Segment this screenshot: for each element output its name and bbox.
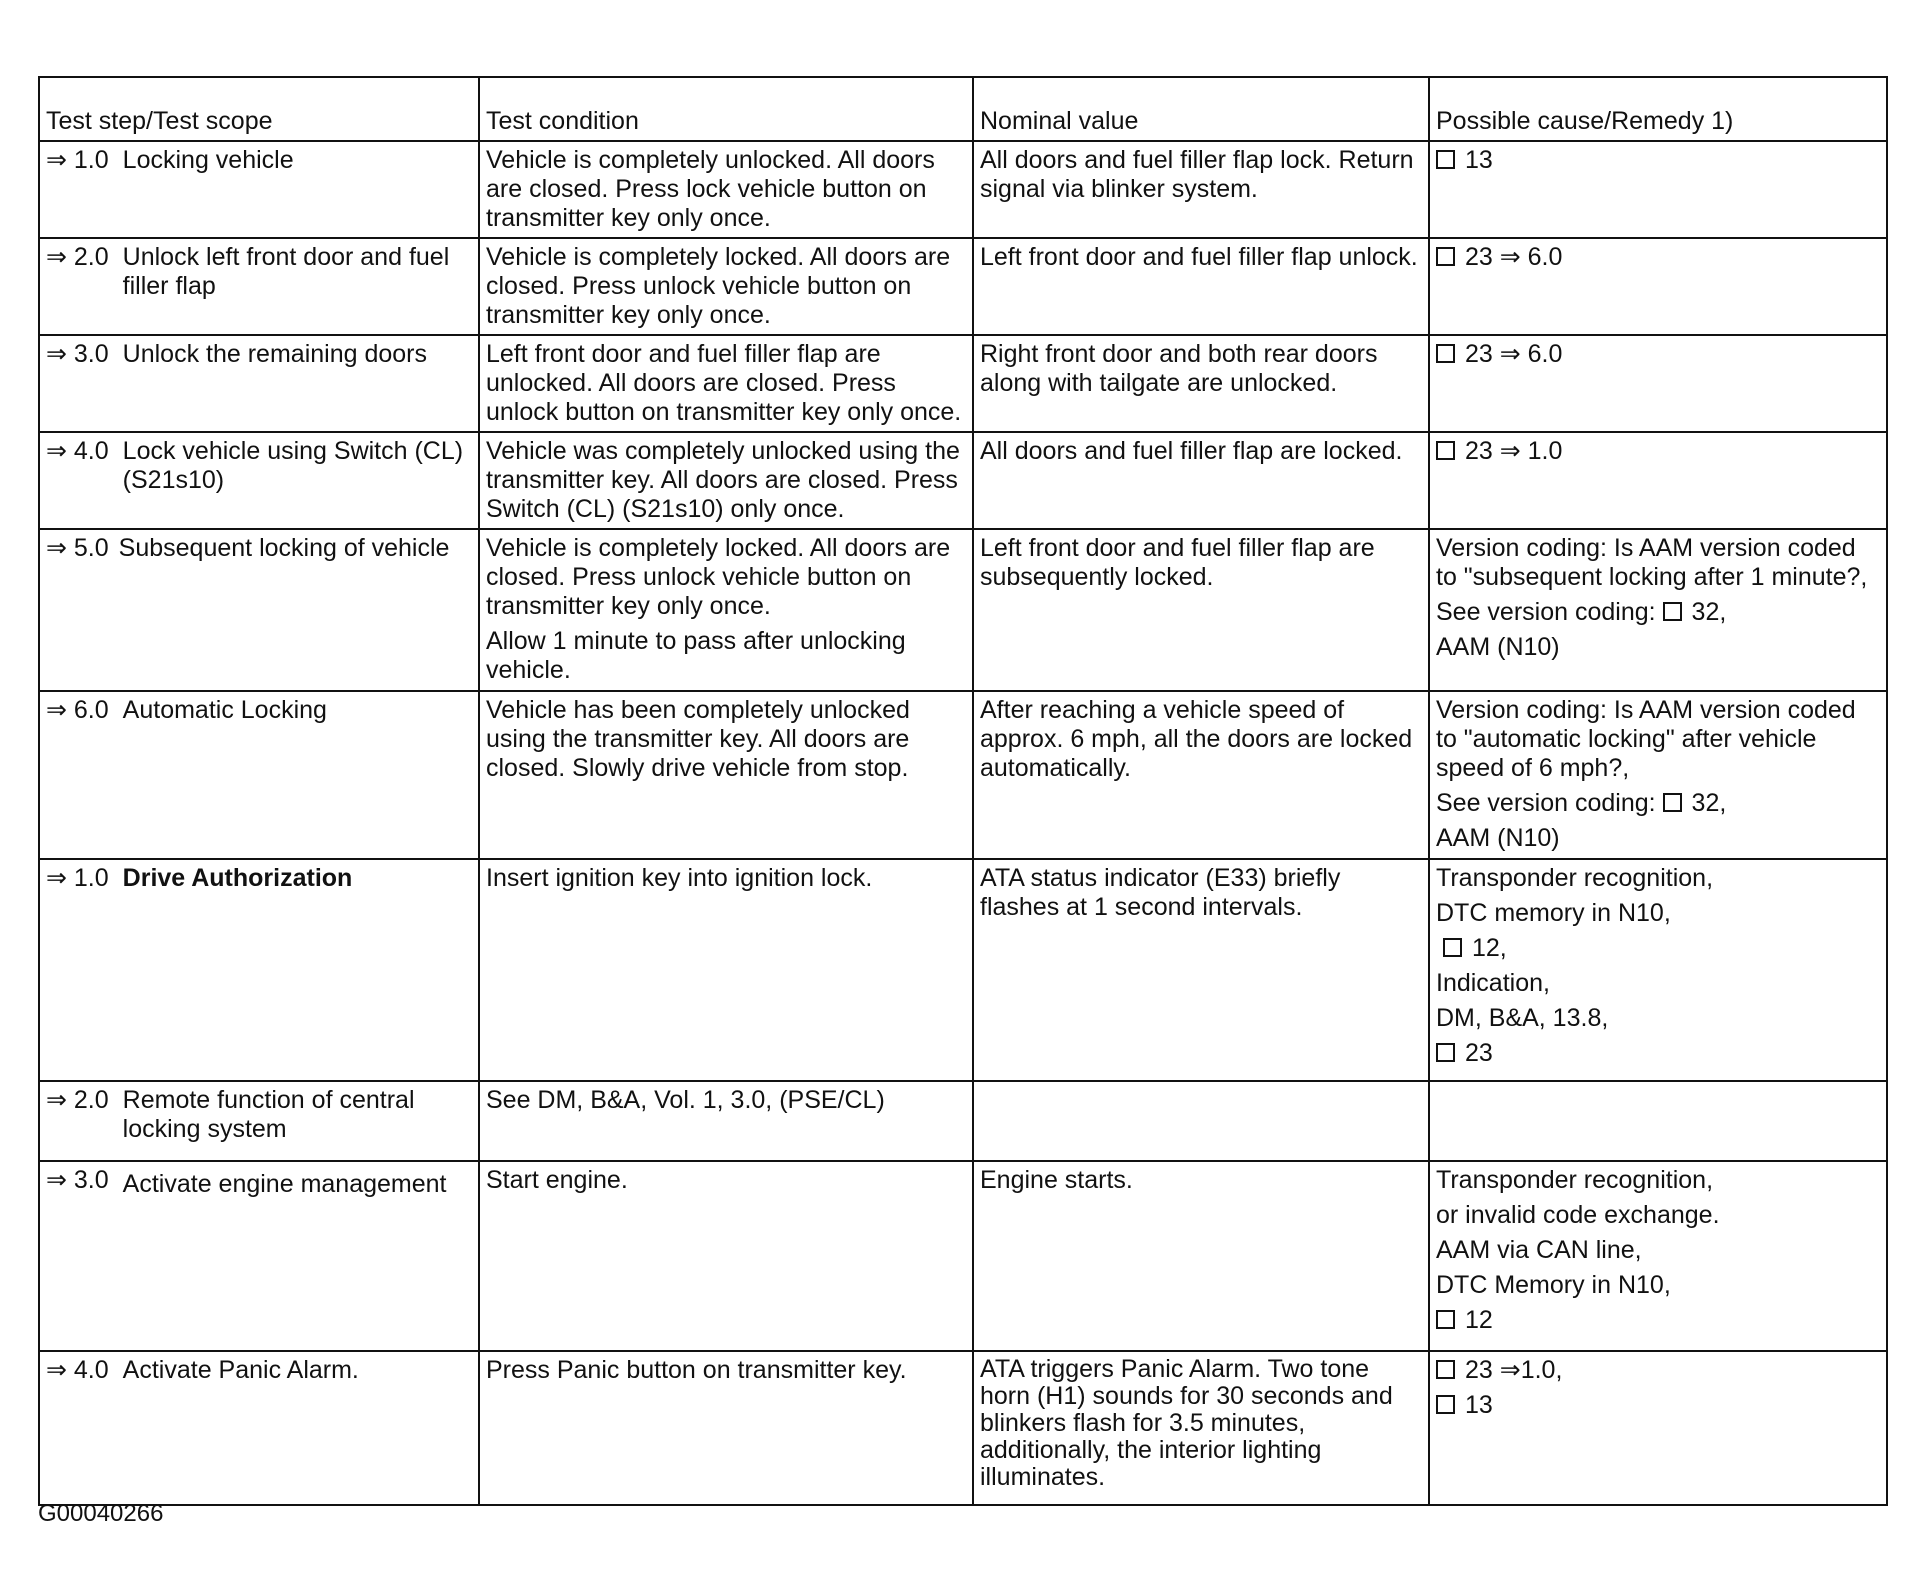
remedy-cell: 23 ⇒ 6.0 xyxy=(1429,335,1887,432)
table-row xyxy=(39,859,1887,1081)
step-number: ⇒ 1.0 xyxy=(46,146,109,174)
arrow-icon: ⇒ xyxy=(46,340,67,368)
table-row xyxy=(39,1161,1887,1351)
nominal-cell xyxy=(973,1081,1429,1161)
checkbox-square-icon xyxy=(1436,150,1455,169)
checkbox-square-icon xyxy=(1436,344,1455,363)
step-cell xyxy=(39,141,479,238)
step-scope: Drive Authorization xyxy=(122,864,353,892)
arrow-icon: ⇒ xyxy=(46,534,67,562)
remedy-cell: 13 xyxy=(1429,141,1887,238)
remedy-cell: Version coding: Is AAM version coded to "subsequent locking after 1 minute?, See version coding: 32, AAM (N10) xyxy=(1429,529,1887,691)
arrow-icon: ⇒ xyxy=(46,696,67,724)
step-scope: Lock vehicle using Switch (CL) (S21s10) xyxy=(122,437,464,494)
remedy-cell xyxy=(1429,1081,1887,1161)
condition-cell: Press Panic button on transmitter key. xyxy=(479,1351,973,1505)
checkbox-square-icon xyxy=(1436,1310,1455,1329)
arrow-icon: ⇒ xyxy=(46,243,67,271)
header-test-condition: Test condition xyxy=(479,77,973,141)
nominal-cell: ATA status indicator (E33) briefly flashes at 1 second intervals. xyxy=(973,859,1429,1081)
step-number: ⇒ 4.0 xyxy=(46,437,109,465)
step-cell xyxy=(39,335,479,432)
step-cell xyxy=(39,1161,479,1351)
checkbox-square-icon xyxy=(1436,441,1455,460)
arrow-icon: ⇒ xyxy=(46,1166,67,1194)
header-nominal-value: Nominal value xyxy=(973,77,1429,141)
table-row xyxy=(39,1351,1887,1505)
nominal-cell: Engine starts. xyxy=(973,1161,1429,1351)
condition-cell: Vehicle was completely unlocked using the transmitter key. All doors are closed. Press Switch (CL) (S21s10) only once. xyxy=(479,432,973,529)
step-number: ⇒ 5.0 xyxy=(46,534,109,562)
step-scope: Activate Panic Alarm. xyxy=(122,1356,359,1384)
nominal-cell: All doors and fuel filler flap are locked. xyxy=(973,432,1429,529)
remedy-cell: 23 ⇒1.0, 13 xyxy=(1429,1351,1887,1505)
nominal-cell: ATA triggers Panic Alarm. Two tone horn (H1) sounds for 30 seconds and blinkers flash for 3.5 minutes, additionally, the interior lighting illuminates. xyxy=(973,1351,1429,1505)
checkbox-square-icon xyxy=(1436,1360,1455,1379)
table-row xyxy=(39,1081,1887,1161)
document xyxy=(38,76,1886,1506)
nominal-cell: Left front door and fuel filler flap are subsequently locked. xyxy=(973,529,1429,691)
condition-cell: Vehicle is completely unlocked. All doors are closed. Press lock vehicle button on transmitter key only once. xyxy=(479,141,973,238)
step-scope: Subsequent locking of vehicle xyxy=(118,534,450,562)
nominal-cell: Left front door and fuel filler flap unlock. xyxy=(973,238,1429,335)
step-number: ⇒ 6.0 xyxy=(46,696,109,724)
remedy-cell: 23 ⇒ 1.0 xyxy=(1429,432,1887,529)
checkbox-square-icon xyxy=(1436,247,1455,266)
arrow-icon: ⇒ xyxy=(46,1086,67,1114)
step-scope: Remote function of central locking system xyxy=(122,1086,415,1143)
condition-cell: Vehicle is completely locked. All doors are closed. Press unlock vehicle button on transmitter key only once. xyxy=(479,238,973,335)
checkbox-square-icon xyxy=(1436,1395,1455,1414)
step-cell xyxy=(39,1351,479,1505)
checkbox-square-icon xyxy=(1663,602,1682,621)
step-number: ⇒ 4.0 xyxy=(46,1356,109,1384)
step-number: ⇒ 2.0 xyxy=(46,243,109,271)
step-scope: Unlock left front door and fuel filler flap xyxy=(122,243,450,300)
table-row xyxy=(39,238,1887,335)
table-row xyxy=(39,335,1887,432)
remedy-cell: 23 ⇒ 6.0 xyxy=(1429,238,1887,335)
step-scope: Unlock the remaining doors xyxy=(122,340,427,368)
arrow-icon: ⇒ xyxy=(46,864,67,892)
table-row xyxy=(39,529,1887,691)
step-number: ⇒ 3.0 xyxy=(46,1166,109,1194)
table-row xyxy=(39,141,1887,238)
header-possible-cause: Possible cause/Remedy 1) xyxy=(1429,77,1887,141)
table-row xyxy=(39,432,1887,529)
step-number: ⇒ 1.0 xyxy=(46,864,109,892)
nominal-cell: After reaching a vehicle speed of approx. 6 mph, all the doors are locked automatically. xyxy=(973,691,1429,859)
step-cell xyxy=(39,432,479,529)
remedy-cell: Transponder recognition, or invalid code exchange. AAM via CAN line, DTC Memory in N10, 12 xyxy=(1429,1161,1887,1351)
nominal-cell: All doors and fuel filler flap lock. Return signal via blinker system. xyxy=(973,141,1429,238)
header-row xyxy=(39,77,1887,141)
condition-cell: Left front door and fuel filler flap are unlocked. All doors are closed. Press unlock button on transmitter key only once. xyxy=(479,335,973,432)
remedy-cell: Version coding: Is AAM version coded to "automatic locking" after vehicle speed of 6 mph?, See version coding: 32, AAM (N10) xyxy=(1429,691,1887,859)
checkbox-square-icon xyxy=(1436,1043,1455,1062)
remedy-cell: Transponder recognition, DTC memory in N10, 12, Indication, DM, B&A, 13.8, 23 xyxy=(1429,859,1887,1081)
condition-cell: Vehicle has been completely unlocked using the transmitter key. All doors are closed. Slowly drive vehicle from stop. xyxy=(479,691,973,859)
condition-cell: Start engine. xyxy=(479,1161,973,1351)
figure-id: G00040266 xyxy=(38,1500,164,1527)
step-cell xyxy=(39,691,479,859)
step-cell xyxy=(39,529,479,691)
checkbox-square-icon xyxy=(1443,938,1462,957)
condition-cell: Insert ignition key into ignition lock. xyxy=(479,859,973,1081)
step-number: ⇒ 2.0 xyxy=(46,1086,109,1114)
checkbox-square-icon xyxy=(1663,793,1682,812)
header-test-step: Test step/Test scope xyxy=(39,77,479,141)
step-scope: Activate engine management xyxy=(122,1170,447,1198)
nominal-cell: Right front door and both rear doors along with tailgate are unlocked. xyxy=(973,335,1429,432)
step-scope: Locking vehicle xyxy=(122,146,294,174)
condition-cell: See DM, B&A, Vol. 1, 3.0, (PSE/CL) xyxy=(479,1081,973,1161)
step-cell xyxy=(39,859,479,1081)
arrow-icon: ⇒ xyxy=(46,437,67,465)
step-scope: Automatic Locking xyxy=(122,696,327,724)
arrow-icon: ⇒ xyxy=(46,146,67,174)
condition-cell: Vehicle is completely locked. All doors are closed. Press unlock vehicle button on transmitter key only once. Allow 1 minute to pass after unlocking vehicle. xyxy=(479,529,973,691)
table-row xyxy=(39,691,1887,859)
test-table xyxy=(38,76,1888,1506)
step-cell xyxy=(39,1081,479,1161)
step-number: ⇒ 3.0 xyxy=(46,340,109,368)
arrow-icon: ⇒ xyxy=(46,1356,67,1384)
step-cell xyxy=(39,238,479,335)
